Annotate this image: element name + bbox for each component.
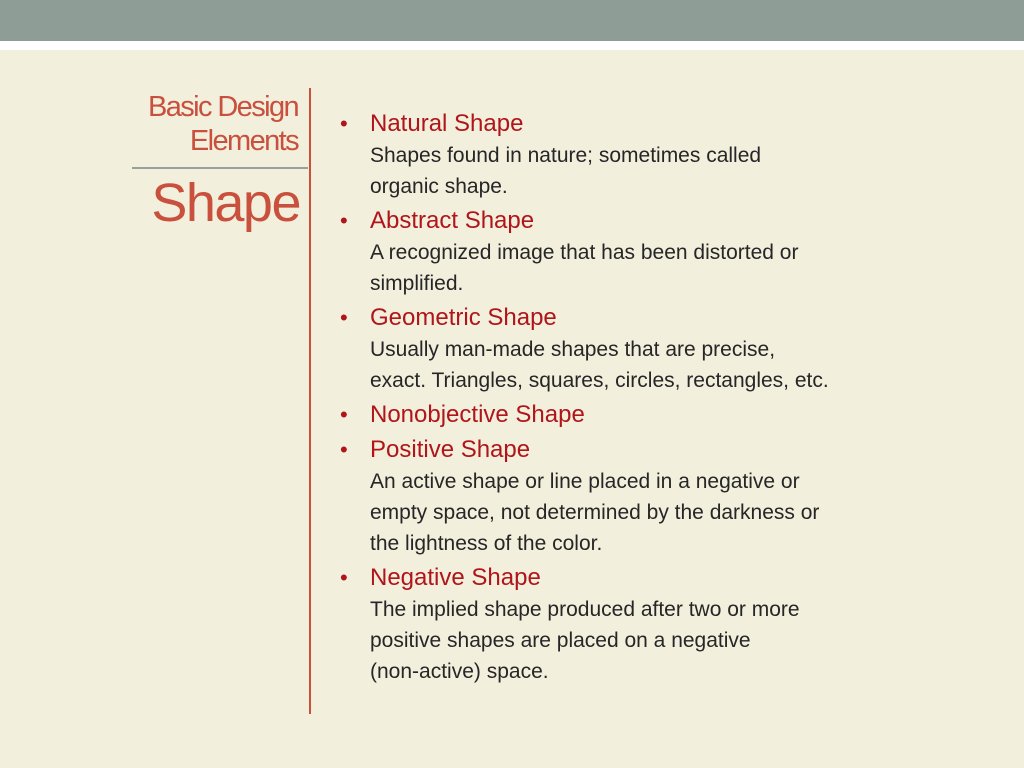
list-item: [338, 399, 978, 431]
top-band-divider: [0, 41, 1024, 50]
term-description: A recognized image that has been distorted or simplified.: [370, 241, 799, 295]
bullet-icon: •: [340, 208, 348, 233]
term-description: Usually man-made shapes that are precise, exact. Triangles, squares, circles, rectangles, etc.: [370, 338, 829, 392]
subtitle-line-2: Elements: [189, 125, 298, 157]
list-item: [338, 108, 978, 202]
bullet-icon: •: [340, 437, 348, 462]
bullet-icon: •: [340, 111, 348, 136]
top-band: [0, 0, 1024, 41]
vertical-divider: [309, 88, 311, 714]
title-underline: [132, 167, 308, 169]
list-item: [338, 205, 978, 299]
term-description: An active shape or line placed in a negative or empty space, not determined by the darkness or the lightness of the color.: [370, 470, 820, 555]
list-item: [338, 434, 978, 559]
term-description: The implied shape produced after two or more positive shapes are placed on a negative (non-active) space.: [370, 598, 800, 683]
slide-title: Shape: [151, 173, 300, 233]
subtitle-line-1: Basic Design: [147, 91, 298, 123]
bullet-icon: •: [340, 565, 348, 590]
bullet-icon: •: [340, 402, 348, 427]
term-geometric-shape: Geometric Shape: [370, 304, 557, 331]
bullet-icon: •: [340, 305, 348, 330]
bullet-list: [338, 108, 978, 690]
term-nonobjective-shape: Nonobjective Shape: [370, 401, 585, 428]
term-positive-shape: Positive Shape: [370, 436, 531, 463]
term-abstract-shape: Abstract Shape: [370, 207, 535, 234]
list-item: [338, 302, 978, 396]
subtitle-block: [98, 90, 298, 158]
list-item: [338, 562, 978, 687]
term-natural-shape: Natural Shape: [370, 110, 524, 137]
term-description: Shapes found in nature; sometimes called organic shape.: [370, 144, 762, 198]
term-negative-shape: Negative Shape: [370, 564, 541, 591]
